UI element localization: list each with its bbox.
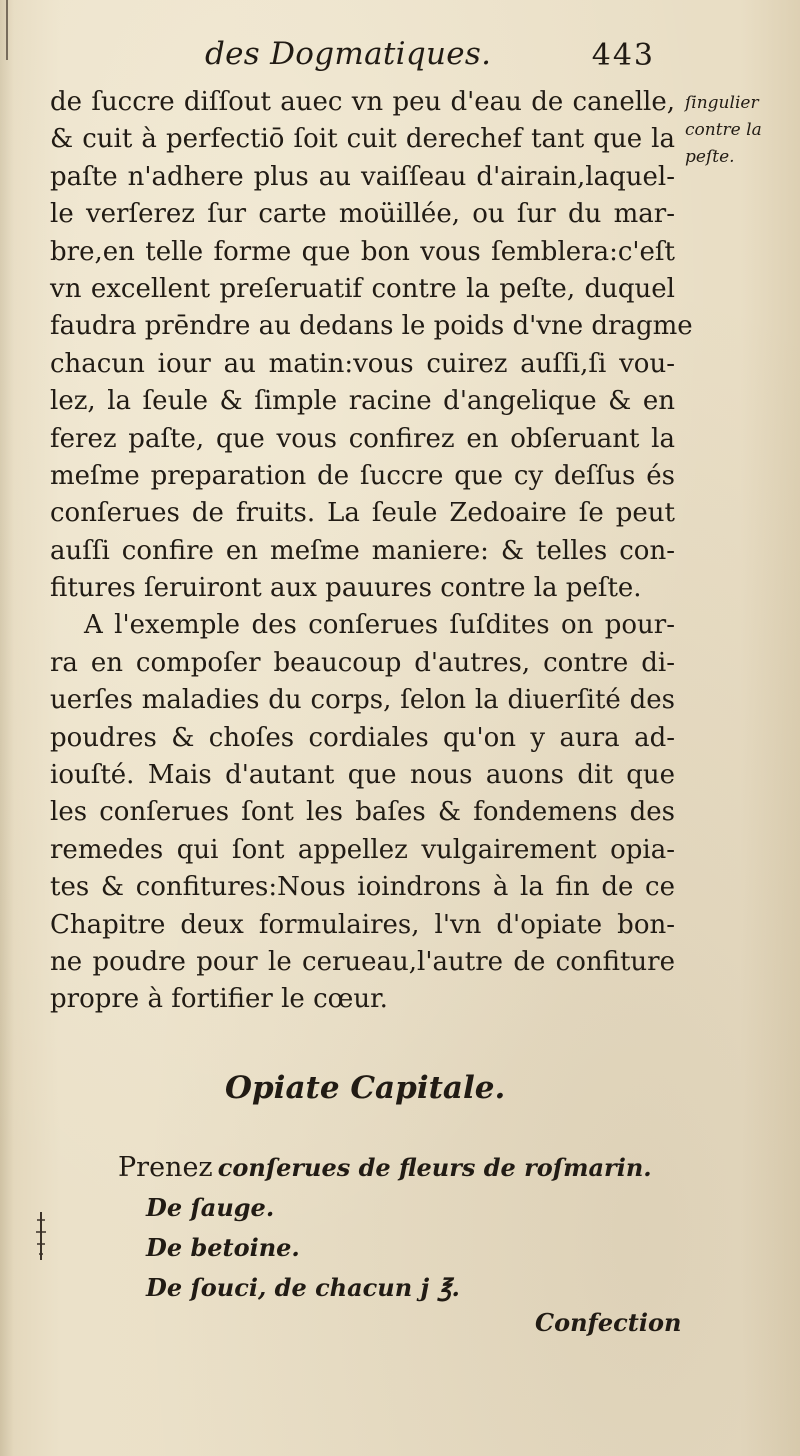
text-line: remedes qui ſont appellez vulgairement opia- — [50, 834, 675, 865]
text-line: chacun iour au matin:vous cuirez auſſi,ſi vou- — [50, 348, 675, 379]
text-line: & cuit à perfectiō ſoit cuit derechef tant que la — [50, 124, 675, 155]
recipe-ingredient: De ſauge. — [146, 1193, 275, 1222]
margin-ornament-icon — [34, 1210, 48, 1262]
text-line: iouſté. Mais d'autant que nous auons dit que — [50, 760, 675, 791]
text-line: vn excellent preſeruatif contre la peſte, duquel — [50, 273, 675, 304]
body-text — [50, 84, 693, 1019]
text-line: ra en compoſer beaucoup d'autres, contre di- — [50, 647, 675, 678]
text-line: de ſuccre diſſout auec vn peu d'eau de canelle, — [50, 87, 675, 117]
recipe-ingredient: De ſouci, de chacun j ℥. — [146, 1273, 460, 1302]
text-line: conſerues de fruits. La ſeule Zedoaire ſe peut — [50, 498, 675, 529]
text-line: le verſerez ſur carte moüillée, ou ſur du mar- — [50, 199, 675, 230]
text-line: propre à fortifier le cœur. — [50, 984, 388, 1015]
text-line: Chapitre deux formulaires, l'vn d'opiate bon- — [50, 909, 675, 940]
text-line: ne poudre pour le cerueau,l'autre de confiture — [50, 946, 675, 977]
recipe-line — [118, 1148, 678, 1188]
page-number: 443 — [591, 38, 655, 73]
text-line: auſſi confire en meſme maniere: & telles con- — [50, 535, 675, 566]
text-line: fitures ſeruiront aux pauures contre la peſte. — [50, 573, 642, 604]
text-line: poudres & choſes cordiales qu'on y aura ad- — [50, 722, 675, 753]
text-line: uerſes maladies du corps, ſelon la diuerſité des — [50, 685, 675, 716]
marginal-note-line: peſte. — [685, 147, 735, 167]
text-line: ferez paſte, que vous confirez en obſeruant la — [50, 423, 675, 454]
binding-edge — [6, 0, 8, 60]
text-line: les conſerues ſont les baſes & fondemens des — [50, 797, 675, 828]
running-head — [205, 30, 665, 80]
marginal-note-line: ſingulier — [685, 93, 759, 113]
text-line: tes & confitures:Nous ioindrons à la fin de ce — [50, 872, 675, 903]
recipe-list — [118, 1148, 678, 1308]
recipe-first-word: Prenez — [118, 1152, 213, 1183]
catchword: Confection — [535, 1308, 682, 1337]
text-line: lez, la ſeule & ſimple racine d'angelique & en — [50, 386, 675, 417]
text-line: faudra prēndre au dedans le poids d'vne dragme — [50, 311, 693, 342]
recipe-ingredient: De betoine. — [146, 1233, 300, 1262]
recipe-line — [118, 1268, 678, 1308]
text-line: bre,en telle forme que bon vous ſemblera:c'eſt — [50, 236, 675, 267]
text-line: paſte n'adhere plus au vaiſſeau d'airain,laquel- — [50, 161, 675, 192]
marginal-note-line: contre la — [685, 120, 762, 140]
recipe-line — [118, 1228, 678, 1268]
recipe-line — [118, 1188, 678, 1228]
text-line: meſme preparation de ſuccre que cy deſſus és — [50, 460, 675, 491]
text-line: A l'exemple des conſerues ſuſdites on pour- — [84, 610, 675, 641]
recipe-heading: Opiate Capitale. — [225, 1070, 506, 1106]
running-head-title: des Dogmatiques. — [205, 36, 492, 72]
marginal-note — [685, 90, 797, 171]
recipe-ingredient: conſerues de fleurs de roſmarin. — [217, 1153, 652, 1182]
